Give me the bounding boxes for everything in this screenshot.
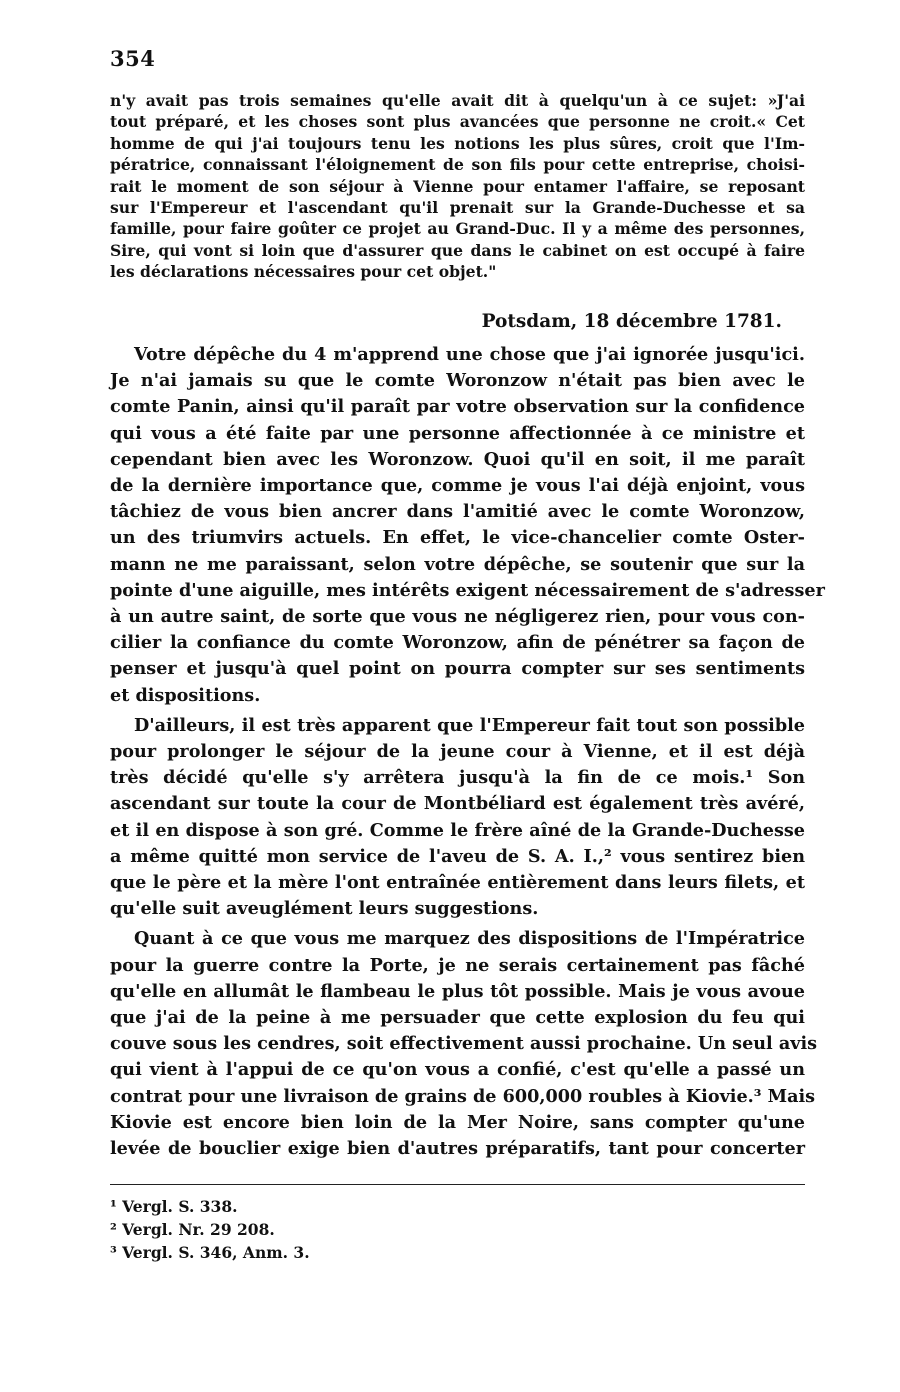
text-line: Votre dépêche du 4 m'apprend une chose que j'ai ignorée jusqu'ici. — [134, 344, 805, 365]
text-line: mann ne me paraissant, selon votre dépêche, se soutenir que sur la — [110, 553, 805, 575]
paragraph — [110, 713, 805, 923]
quote-line: pératrice, connaissant l'éloignement de son fils pour cette entreprise, choisi- — [110, 155, 805, 175]
quote-line: famille, pour faire goûter ce projet au Grand-Duc. Il y a même des personnes, — [110, 219, 805, 239]
text-line: penser et jusqu'à quel point on pourra compter sur ses sentiments — [110, 658, 805, 680]
footnote: ³ Vergl. S. 346, Anm. 3. — [110, 1243, 310, 1262]
text-line: D'ailleurs, il est très apparent que l'Empereur fait tout son possible — [134, 714, 805, 736]
text-line: que j'ai de la peine à me persuader que cette explosion du feu qui — [110, 1007, 805, 1029]
footnote: ² Vergl. Nr. 29 208. — [110, 1220, 275, 1239]
quote-line: rait le moment de son séjour à Vienne pour entamer l'affaire, se reposant — [110, 176, 805, 196]
text-line: et dispositions. — [110, 684, 261, 706]
footnotes — [110, 1195, 310, 1264]
text-line: cependant bien avec les Woronzow. Quoi qu'il en soit, il me paraît — [110, 448, 805, 470]
text-line: que le père et la mère l'ont entraînée entièrement dans leurs filets, et — [110, 872, 805, 894]
letter-body — [110, 342, 825, 1166]
text-line: qu'elle suit aveuglément leurs suggestions. — [110, 898, 539, 920]
quote-line: les déclarations nécessaires pour cet objet." — [110, 262, 497, 282]
text-line: a même quitté mon service de l'aveu de S. A. I.,² vous sentirez bien — [110, 845, 805, 867]
footnote: ¹ Vergl. S. 338. — [110, 1197, 238, 1216]
page-number: 354 — [110, 46, 156, 71]
text-line: comte Panin, ainsi qu'il paraît par votre observation sur la confidence — [110, 396, 805, 418]
text-line: qui vient à l'appui de ce qu'on vous a confié, c'est qu'elle a passé un — [110, 1059, 805, 1081]
text-line: levée de bouclier exige bien d'autres préparatifs, tant pour concerter — [110, 1138, 805, 1160]
text-line: de la dernière importance que, comme je vous l'ai déjà enjoint, vous — [110, 475, 805, 497]
text-line: pointe d'une aiguille, mes intérêts exigent nécessairement de s'adresser — [110, 579, 825, 601]
text-line: cilier la confiance du comte Woronzow, afin de pénétrer sa façon de — [110, 632, 805, 654]
text-line: Kiovie est encore bien loin de la Mer Noire, sans compter qu'une — [110, 1111, 805, 1133]
text-line: couve sous les cendres, soit effectivement aussi prochaine. Un seul avis — [110, 1033, 818, 1055]
text-line: pour la guerre contre la Porte, je ne serais certainement pas fâché — [110, 954, 805, 976]
text-line: Je n'ai jamais su que le comte Woronzow n'était pas bien avec le — [110, 370, 805, 392]
text-line: qui vous a été faite par une personne affectionnée à ce ministre et — [110, 422, 805, 444]
paragraph — [110, 342, 825, 709]
quoted-report — [110, 90, 805, 283]
quote-line: n'y avait pas trois semaines qu'elle avait dit à quelqu'un à ce sujet: »J'ai — [110, 91, 805, 110]
text-line: ascendant sur toute la cour de Montbéliard est également très avéré, — [110, 793, 805, 815]
quote-line: sur l'Empereur et l'ascendant qu'il prenait sur la Grande-Duchesse et sa — [110, 198, 805, 218]
paragraph — [110, 926, 818, 1162]
text-line: tâchiez de vous bien ancrer dans l'amitié avec le comte Woronzow, — [110, 501, 805, 523]
text-line: un des triumvirs actuels. En effet, le vice-chancelier comte Oster- — [110, 527, 805, 549]
quote-line: homme de qui j'ai toujours tenu les notions les plus sûres, croit que l'Im- — [110, 133, 805, 153]
quote-line: Sire, qui vont si loin que d'assurer que dans le cabinet on est occupé à faire — [110, 240, 805, 260]
text-line: pour prolonger le séjour de la jeune cour à Vienne, et il est déjà — [110, 741, 805, 763]
quote-line: tout préparé, et les choses sont plus avancées que personne ne croit.« Cet — [110, 112, 805, 132]
text-line: contrat pour une livraison de grains de 600,000 roubles à Kiovie.³ Mais — [110, 1085, 816, 1107]
text-line: qu'elle en allumât le flambeau le plus tôt possible. Mais je vous avoue — [110, 980, 805, 1002]
letter-dateline: Potsdam, 18 décembre 1781. — [481, 311, 782, 332]
text-line: très décidé qu'elle s'y arrêtera jusqu'à la fin de ce mois.¹ Son — [110, 767, 805, 789]
text-line: et il en dispose à son gré. Comme le frère aîné de la Grande-Duchesse — [110, 819, 805, 841]
text-line: Quant à ce que vous me marquez des dispositions de l'Impératrice — [134, 928, 805, 950]
text-line: à un autre saint, de sorte que vous ne négligerez rien, pour vous con- — [110, 606, 805, 628]
footnote-divider — [110, 1184, 805, 1185]
